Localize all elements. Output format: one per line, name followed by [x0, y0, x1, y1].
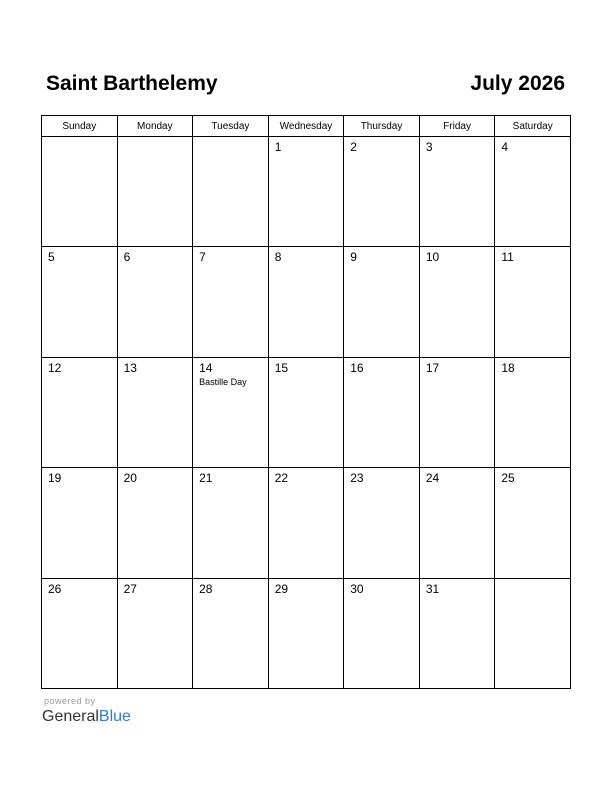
week-row-5: [42, 578, 571, 688]
day-number: 4: [501, 140, 509, 154]
day-cell: [193, 137, 269, 247]
day-cell: [419, 468, 495, 578]
day-cell: [495, 357, 571, 467]
week-row-1: [42, 137, 571, 247]
day-cell: [344, 247, 420, 357]
day-cell: [193, 468, 269, 578]
weekday-thursday: Thursday: [344, 116, 420, 137]
weekday-sunday: Sunday: [42, 116, 118, 137]
brand-general-text: General: [42, 708, 99, 725]
day-number: 27: [123, 581, 137, 596]
day-number: 26: [48, 581, 62, 596]
day-number: [118, 137, 193, 141]
day-number: 23: [350, 471, 364, 486]
day-cell: [42, 137, 118, 247]
weekday-friday: Friday: [419, 116, 495, 137]
month-year-title: July 2026: [470, 72, 565, 95]
weekday-saturday: Saturday: [495, 116, 571, 137]
day-number: 8: [274, 250, 282, 265]
day-number: 25: [501, 471, 515, 486]
day-number: [495, 579, 570, 583]
day-number: 12: [48, 360, 62, 375]
country-title: Saint Barthelemy: [46, 72, 218, 95]
day-number: 14: [199, 360, 213, 375]
day-cell: [42, 578, 118, 688]
day-cell: [117, 578, 193, 688]
day-number: 16: [350, 360, 364, 375]
day-cell: [268, 357, 344, 467]
day-cell: [495, 468, 571, 578]
day-number: [193, 137, 268, 141]
day-cell: [117, 468, 193, 578]
weekday-wednesday: Wednesday: [268, 116, 344, 137]
day-cell: [42, 247, 118, 357]
generalblue-logo: [42, 707, 131, 727]
day-number: 22: [274, 471, 289, 486]
day-number: 21: [199, 471, 213, 486]
day-cell: [344, 357, 420, 467]
day-cell: [193, 357, 269, 467]
week-row-3: [42, 357, 571, 467]
day-cell: [268, 468, 344, 578]
day-number: 31: [425, 581, 440, 596]
day-cell: [419, 578, 495, 688]
powered-by-text: powered by: [44, 696, 96, 706]
day-cell: [268, 247, 344, 357]
day-number: 13: [123, 360, 137, 375]
day-cell: [117, 137, 193, 247]
day-cell: [117, 357, 193, 467]
calendar-grid: [41, 115, 571, 689]
day-cell: [193, 578, 269, 688]
day-number: 18: [501, 360, 515, 375]
week-row-2: [42, 247, 571, 357]
day-number: 2: [350, 140, 357, 154]
day-cell: [117, 247, 193, 357]
day-number: 10: [425, 250, 440, 265]
footer-brand: [42, 696, 131, 727]
day-cell: [268, 137, 344, 247]
day-cell: [419, 137, 495, 247]
day-number: 30: [350, 581, 364, 596]
day-cell: [344, 137, 420, 247]
day-number: 9: [350, 250, 357, 265]
weekday-tuesday: Tuesday: [193, 116, 269, 137]
day-cell: [495, 578, 571, 688]
day-cell: [42, 357, 118, 467]
day-cell: [419, 247, 495, 357]
day-number: 29: [274, 581, 289, 596]
day-number: 28: [199, 581, 213, 596]
day-number: 1: [274, 140, 282, 154]
day-number: 19: [48, 471, 62, 486]
holiday-label: Bastille Day: [199, 376, 247, 387]
day-number: 3: [425, 140, 433, 154]
day-number: 24: [425, 471, 440, 486]
brand-blue-text: Blue: [98, 708, 131, 725]
day-number: 15: [274, 360, 289, 375]
day-number: [42, 137, 117, 141]
day-number: 11: [501, 250, 514, 265]
day-number: 20: [123, 471, 137, 486]
day-cell: [42, 468, 118, 578]
day-cell: [344, 578, 420, 688]
day-cell: [495, 247, 571, 357]
day-cell: [495, 137, 571, 247]
week-row-4: [42, 468, 571, 578]
weekday-header-row: [42, 116, 571, 137]
weekday-monday: Monday: [117, 116, 193, 137]
day-cell: [344, 468, 420, 578]
day-number: 6: [123, 250, 131, 265]
day-number: 7: [199, 250, 206, 265]
day-number: 17: [425, 360, 440, 375]
day-number: 5: [48, 250, 55, 265]
day-cell: [193, 247, 269, 357]
day-cell: [268, 578, 344, 688]
day-cell: [419, 357, 495, 467]
